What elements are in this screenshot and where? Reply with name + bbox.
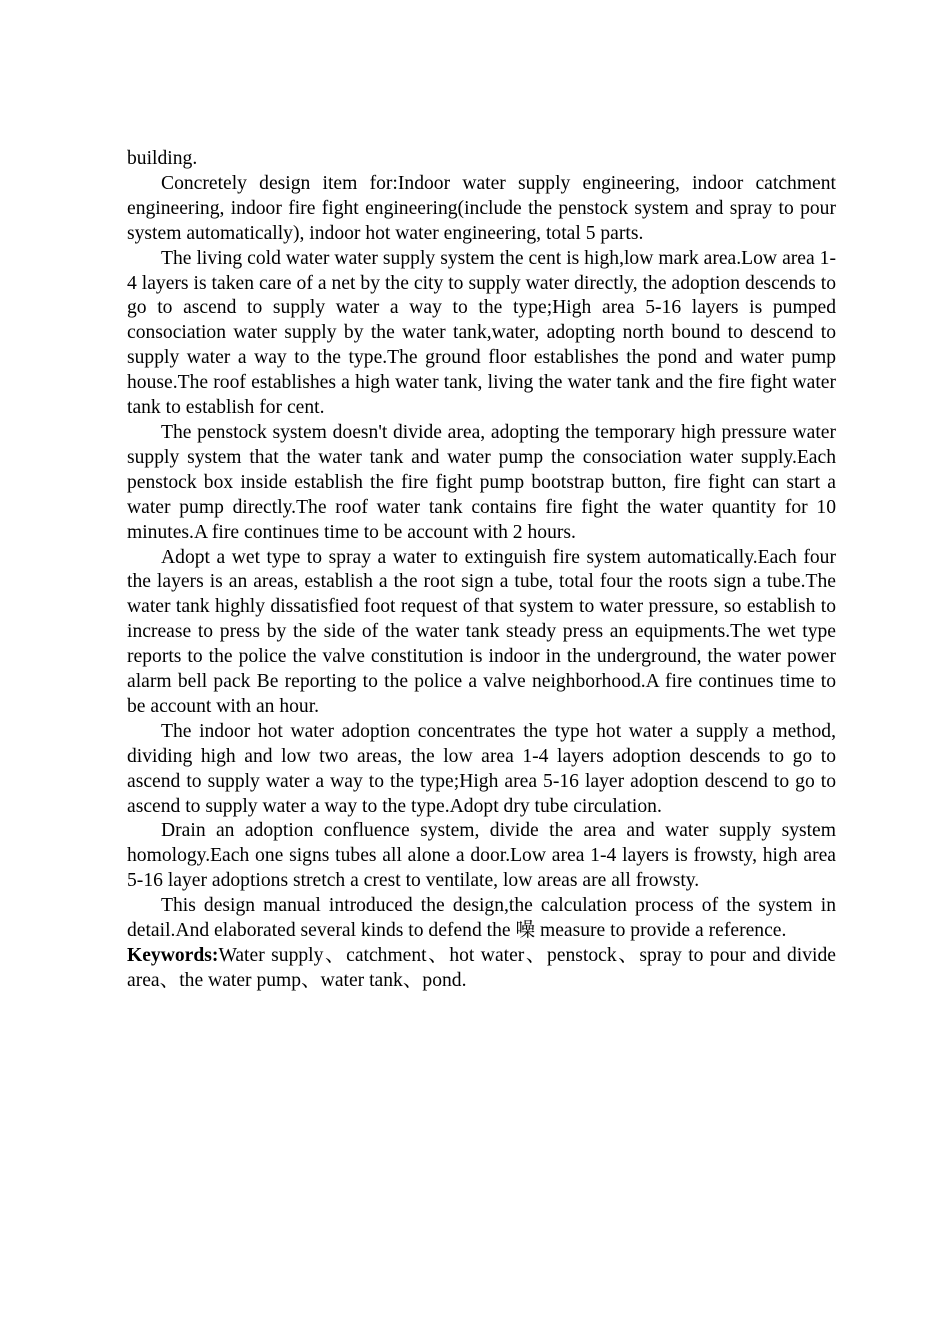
keywords-text: Water supply、catchment、hot water、penstock、spray to pour and divide area、the water pump、water tank、pond. [127, 945, 836, 991]
paragraph-design-manual: This design manual introduced the design,the calculation process of the system in detail.And elaborated several kinds to defend the 噪 measure to provide a reference. [127, 895, 836, 942]
paragraph-hot-water: The indoor hot water adoption concentrates the type hot water a supply a method, dividing high and low two areas, the low area 1-4 layers adoption descends to go to ascend to supply water a way to the type;High area 5-16 layer adoption descend to go to ascend to supply water a way to the type.Adopt dry tube circulation. [127, 720, 836, 817]
paragraph-spray-system: Adopt a wet type to spray a water to extinguish fire system automatically.Each four the layers is an areas, establish a the root sign a tube, total four the roots sign a tube.The water tank highly dissatisfied foot request of that system to water pressure, so establish to increase to press by the side of the water tank steady press an equipments.The wet type reports to the police the valve constitution is indoor in the underground, the water power alarm bell pack Be reporting to the police a valve neighborhood.A fire continues time to be account with an hour. [127, 546, 836, 717]
abstract-body [127, 147, 836, 994]
paragraph-penstock-system: The penstock system doesn't divide area, adopting the temporary high pressure water supply system that the water tank and water pump the consociation water supply.Each penstock box inside establish the fire fight pump bootstrap button, fire fight can start a water pump directly.The roof water tank contains fire fight the water quantity for 10 minutes.A fire continues time to be account with 2 hours. [127, 421, 836, 543]
paragraph-design-items: Concretely design item for:Indoor water supply engineering, indoor catchment engineering, indoor fire fight engineering(include the penstock system and spray to pour system automatically), indoor hot water engineering, total 5 parts. [127, 172, 836, 244]
paragraph-drainage: Drain an adoption confluence system, divide the area and water supply system homology.Each one signs tubes all alone a door.Low area 1-4 layers is frowsty, high area 5-16 layer adoptions stretch a crest to ventilate, low areas are all frowsty. [127, 820, 836, 892]
paragraph-cold-water-supply: The living cold water water supply system the cent is high,low mark area.Low area 1-4 layers is taken care of a net by the city to supply water directly, the adoption descends to go to ascend to supply water a way to the type;High area 5-16 layers is pumped consociation water supply by the water tank,water, adopting north bound to descend to supply water a way to the type.The ground floor establishes the pond and water pump house.The roof establishes a high water tank, living the water tank and the fire fight water tank to establish for cent. [127, 247, 836, 419]
keywords-line [127, 944, 836, 994]
paragraph-continuation: building. [127, 148, 198, 169]
keywords-label: Keywords: [127, 945, 219, 966]
